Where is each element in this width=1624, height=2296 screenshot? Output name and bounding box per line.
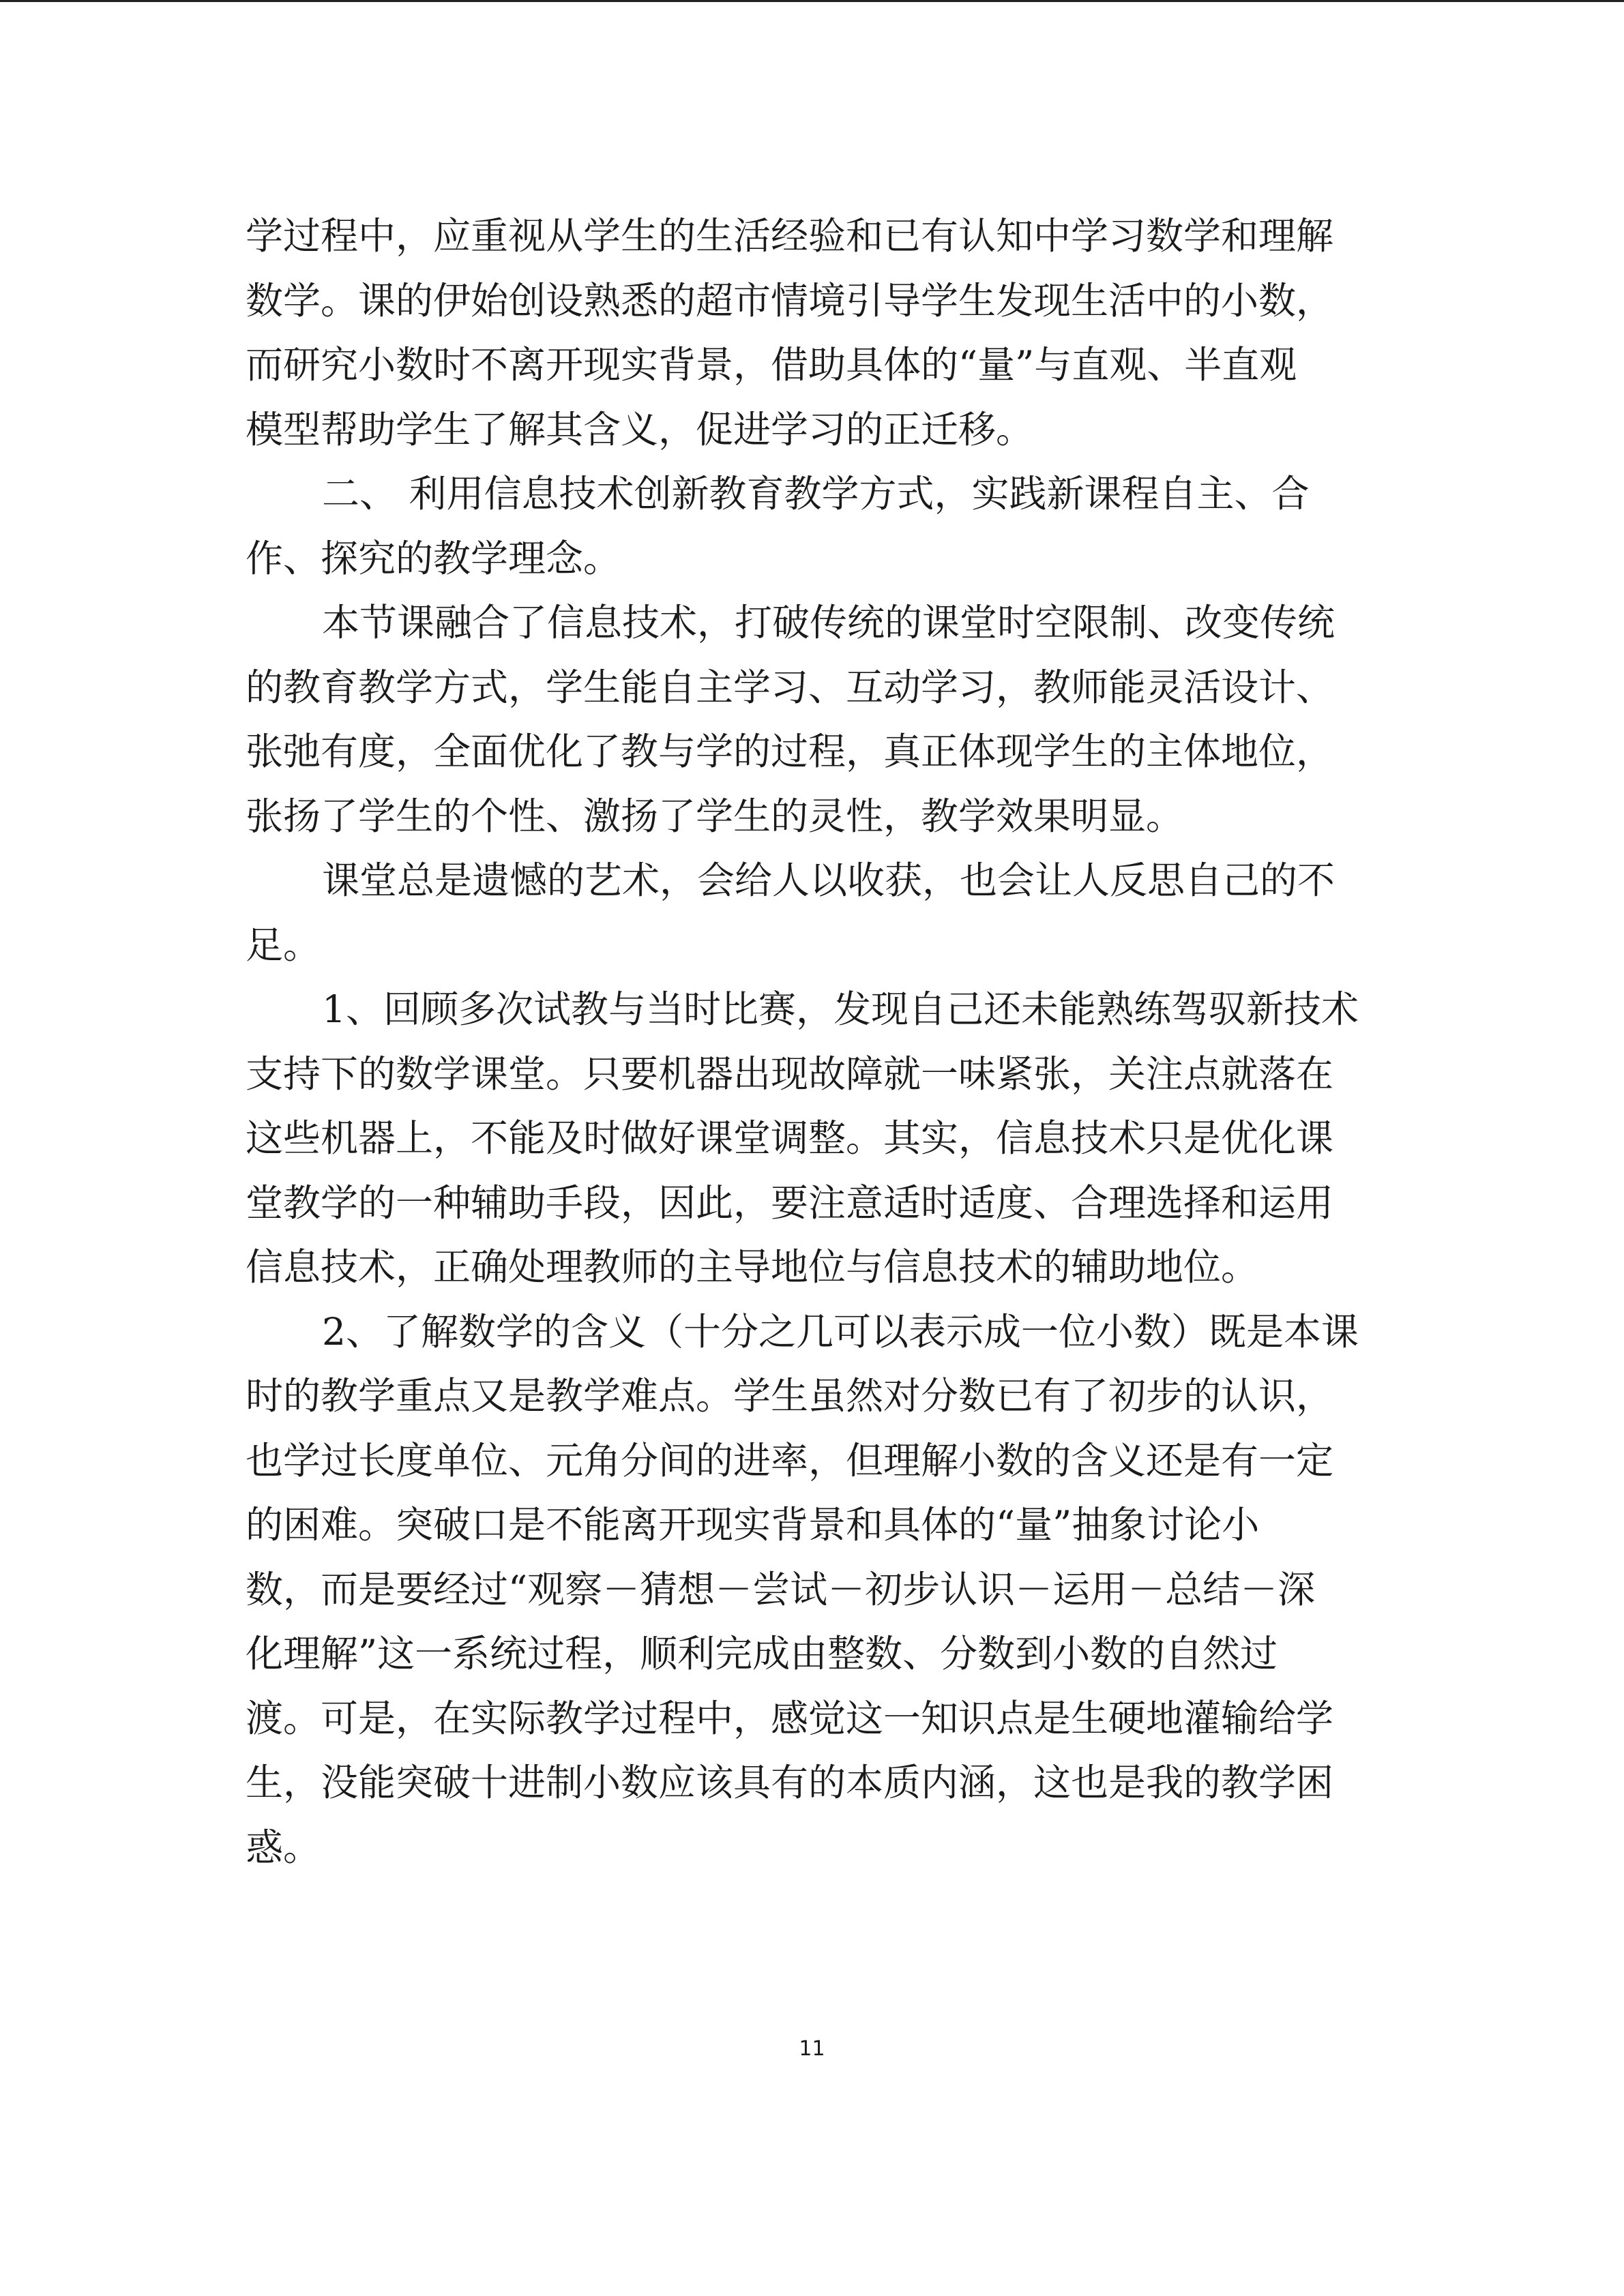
- text-line: 数学。课的伊始创设熟悉的超市情境引导学生发现生活中的小数，: [246, 278, 1334, 323]
- text-line: 也学过长度单位、元角分间的进率，但理解小数的含义还是有一定: [246, 1438, 1334, 1482]
- text-line: 二、 利用信息技术创新教育教学方式，实践新课程自主、合: [322, 472, 1310, 516]
- text-line: 张扬了学生的个性、激扬了学生的灵性，教学效果明显。: [246, 794, 1184, 838]
- body-text: [246, 204, 1391, 1879]
- text-line: 作、探究的教学理念。: [246, 536, 621, 580]
- text-line: 课堂总是遗憾的艺术，会给人以收获，也会让人反思自己的不: [322, 859, 1335, 902]
- text-line: 的困难。突破口是不能离开现实背景和具体的“量”抽象讨论小: [246, 1503, 1260, 1547]
- text-line: 惑。: [246, 1825, 321, 1869]
- text-line: 本节课融合了信息技术，打破传统的课堂时空限制、改变传统: [322, 601, 1335, 644]
- text-line: 张弛有度，全面优化了教与学的过程，真正体现学生的主体地位，: [246, 730, 1334, 773]
- page-number: 11: [799, 2037, 825, 2061]
- text-line: 数，而是要经过“观察－猜想－尝试－初步认识－运用－总结－深: [246, 1567, 1316, 1611]
- text-line: 堂教学的一种辅助手段，因此，要注意适时适度、合理选择和运用: [246, 1180, 1334, 1225]
- text-line: 时的教学重点又是教学难点。学生虽然对分数已有了初步的认识，: [246, 1374, 1334, 1418]
- text-line: 的教育教学方式，学生能自主学习、互动学习，教师能灵活设计、: [246, 665, 1334, 709]
- text-line: 1、回顾多次试教与当时比赛，发现自己还未能熟练驾驭新技术: [322, 987, 1359, 1031]
- text-line: 足。: [246, 923, 321, 967]
- text-line: 模型帮助学生了解其含义，促进学习的正迁移。: [246, 407, 1034, 451]
- text-line: 渡。可是，在实际教学过程中，感觉这一知识点是生硬地灌输给学: [246, 1696, 1334, 1740]
- text-line: 生，没能突破十进制小数应该具有的本质内涵，这也是我的教学困: [246, 1761, 1334, 1804]
- text-line: 而研究小数时不离开现实背景，借助具体的“量”与直观、半直观: [246, 343, 1297, 387]
- text-line: 化理解”这一系统过程，顺利完成由整数、分数到小数的自然过: [246, 1632, 1278, 1675]
- text-line: 这些机器上，不能及时做好课堂调整。其实，信息技术只是优化课: [246, 1116, 1334, 1160]
- text-line: 学过程中，应重视从学生的生活经验和已有认知中学习数学和理解: [246, 214, 1334, 258]
- text-line: 2、了解数学的含义（十分之几可以表示成一位小数）既是本课: [322, 1309, 1359, 1354]
- text-line: 支持下的数学课堂。只要机器出现故障就一味紧张，关注点就落在: [246, 1052, 1334, 1096]
- text-line: 信息技术，正确处理教师的主导地位与信息技术的辅助地位。: [246, 1245, 1259, 1289]
